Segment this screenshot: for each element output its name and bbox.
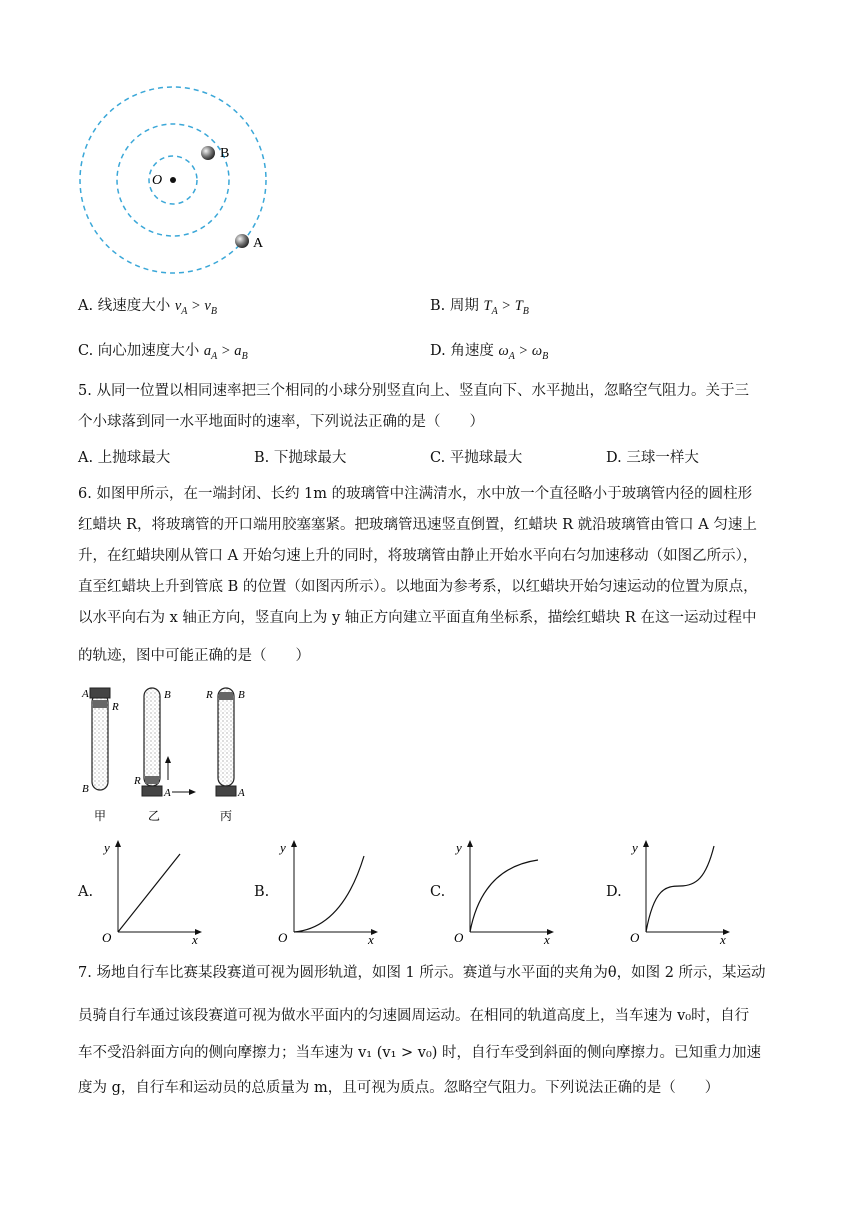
graph-option-d bbox=[624, 838, 734, 946]
q5-line-2: 个小球落到同一水平地面时的速率，下列说法正确的是（ ） bbox=[78, 414, 484, 430]
q7-line-1: 7. 场地自行车比赛某段赛道可视为圆形轨道，如图 1 所示。赛道与水平面的夹角为θ，如图 2 所示，某运动 bbox=[78, 965, 766, 981]
q4-option-b: B. 周期 $T_A > T_B$ bbox=[430, 298, 529, 317]
q6-line-3: 升，在红蜡块刚从管口 A 开始匀速上升的同时，将玻璃管由静止开始水平向右匀加速移动（如图乙所示）， bbox=[78, 548, 758, 564]
tube-yi-label-a: A bbox=[164, 787, 171, 799]
q5-option-a: A. 上抛球最大 bbox=[78, 450, 171, 466]
q4-option-c-math: $a_A > a_B$ bbox=[203, 343, 248, 362]
svg-text:y: y bbox=[456, 840, 462, 855]
tube-jia-label-b: B bbox=[82, 783, 89, 795]
tube-yi bbox=[142, 688, 196, 796]
q6-line-5: 以水平向右为 x 轴正方向，竖直向上为 y 轴正方向建立平面直角坐标系，描绘红蜡块 R 在这一运动过程中 bbox=[78, 610, 757, 626]
tube-bing bbox=[216, 688, 236, 796]
tube-yi-caption: 乙 bbox=[148, 809, 161, 823]
tube-figure bbox=[78, 684, 258, 826]
q7-line-3: 车不受沿斜面方向的侧向摩擦力；当车速为 v₁ (v₁ > v₀) 时，自行车受到斜面的侧向摩擦力。已知重力加速 bbox=[78, 1045, 762, 1061]
svg-text:O: O bbox=[454, 930, 464, 945]
svg-text:x: x bbox=[192, 932, 198, 946]
q5-option-c: C. 平抛球最大 bbox=[430, 450, 523, 466]
orbit-figure bbox=[70, 80, 280, 280]
q5-line-1: 5. 从同一位置以相同速率把三个相同的小球分别竖直向上、竖直向下、水平抛出，忽略空气阻力。关于三 bbox=[78, 383, 749, 399]
tube-bing-caption: 丙 bbox=[220, 809, 233, 823]
q4-option-c: C. 向心加速度大小 $a_A > a_B$ bbox=[78, 343, 248, 362]
tube-jia bbox=[90, 688, 110, 790]
graph-option-b-label: B. bbox=[254, 884, 270, 900]
trajectory-curve bbox=[294, 856, 364, 932]
q4-option-b-math: $T_A > T_B$ bbox=[483, 298, 529, 317]
center-label: O bbox=[152, 173, 163, 188]
center-dot bbox=[170, 177, 176, 183]
svg-text:O: O bbox=[630, 930, 640, 945]
q6-line-1: 6. 如图甲所示，在一端封闭、长约 1m 的玻璃管中注满清水，水中放一个直径略小于玻璃管内径的圆柱形 bbox=[78, 486, 753, 502]
q6-line-2: 红蜡块 R，将玻璃管的开口端用胶塞塞紧。把玻璃管迅速竖直倒置，红蜡块 R 就沿玻璃管由管口 A 匀速上 bbox=[78, 517, 757, 533]
satellite-a bbox=[235, 234, 249, 248]
q5-option-d: D. 三球一样大 bbox=[606, 450, 699, 466]
svg-text:x: x bbox=[544, 932, 550, 946]
graph-option-c-label: C. bbox=[430, 884, 446, 900]
q7-line-4: 度为 g，自行车和运动员的总质量为 m，且可视为质点。忽略空气阻力。下列说法正确的是（ ） bbox=[78, 1080, 720, 1096]
tube-bing-label-r: R bbox=[206, 689, 213, 701]
graph-option-d-label: D. bbox=[606, 884, 622, 900]
svg-text:y: y bbox=[632, 840, 638, 855]
svg-text:y: y bbox=[280, 840, 286, 855]
satellite-a-label: A bbox=[253, 236, 264, 251]
svg-text:x: x bbox=[368, 932, 374, 946]
trajectory-curve bbox=[470, 860, 538, 932]
tube-jia-caption: 甲 bbox=[94, 809, 107, 823]
tube-jia-label-a-top: A bbox=[82, 688, 89, 700]
q6-line-6: 的轨迹，图中可能正确的是（ ） bbox=[78, 648, 310, 664]
q7-line-2: 员骑自行车通过该段赛道可视为做水平面内的匀速圆周运动。在相同的轨道高度上，当车速为 v₀时，自行 bbox=[78, 1008, 750, 1024]
tube-bing-label-b: B bbox=[238, 689, 245, 701]
svg-text:y: y bbox=[104, 840, 110, 855]
tube-jia-label-r: R bbox=[112, 701, 119, 713]
satellite-b bbox=[201, 146, 215, 160]
tube-bing-label-a: A bbox=[238, 787, 245, 799]
graph-option-a-label: A. bbox=[78, 884, 94, 900]
q4-option-a-math: $v_A > v_B$ bbox=[174, 298, 217, 317]
q4-option-a: A. 线速度大小 $v_A > v_B$ bbox=[78, 298, 217, 317]
satellite-b-label: B bbox=[220, 146, 230, 161]
graph-option-b bbox=[272, 838, 382, 946]
svg-text:O: O bbox=[102, 930, 112, 945]
q4-option-d: D. 角速度 $\omega_A > \omega_B$ bbox=[430, 343, 549, 362]
trajectory-line bbox=[118, 854, 180, 932]
trajectory-curve bbox=[646, 846, 714, 932]
tube-yi-label-b: B bbox=[164, 689, 171, 701]
svg-text:x: x bbox=[720, 932, 726, 946]
tube-yi-label-r: R bbox=[134, 775, 141, 787]
q4-option-d-math: $\omega_A > \omega_B$ bbox=[498, 343, 549, 362]
svg-text:O: O bbox=[278, 930, 288, 945]
q5-option-b: B. 下抛球最大 bbox=[254, 450, 347, 466]
graph-option-a bbox=[96, 838, 206, 946]
q6-line-4: 直至红蜡块上升到管底 B 的位置（如图丙所示）。以地面为参考系，以红蜡块开始匀速运动的位置为原点， bbox=[78, 579, 758, 595]
graph-option-c bbox=[448, 838, 558, 946]
